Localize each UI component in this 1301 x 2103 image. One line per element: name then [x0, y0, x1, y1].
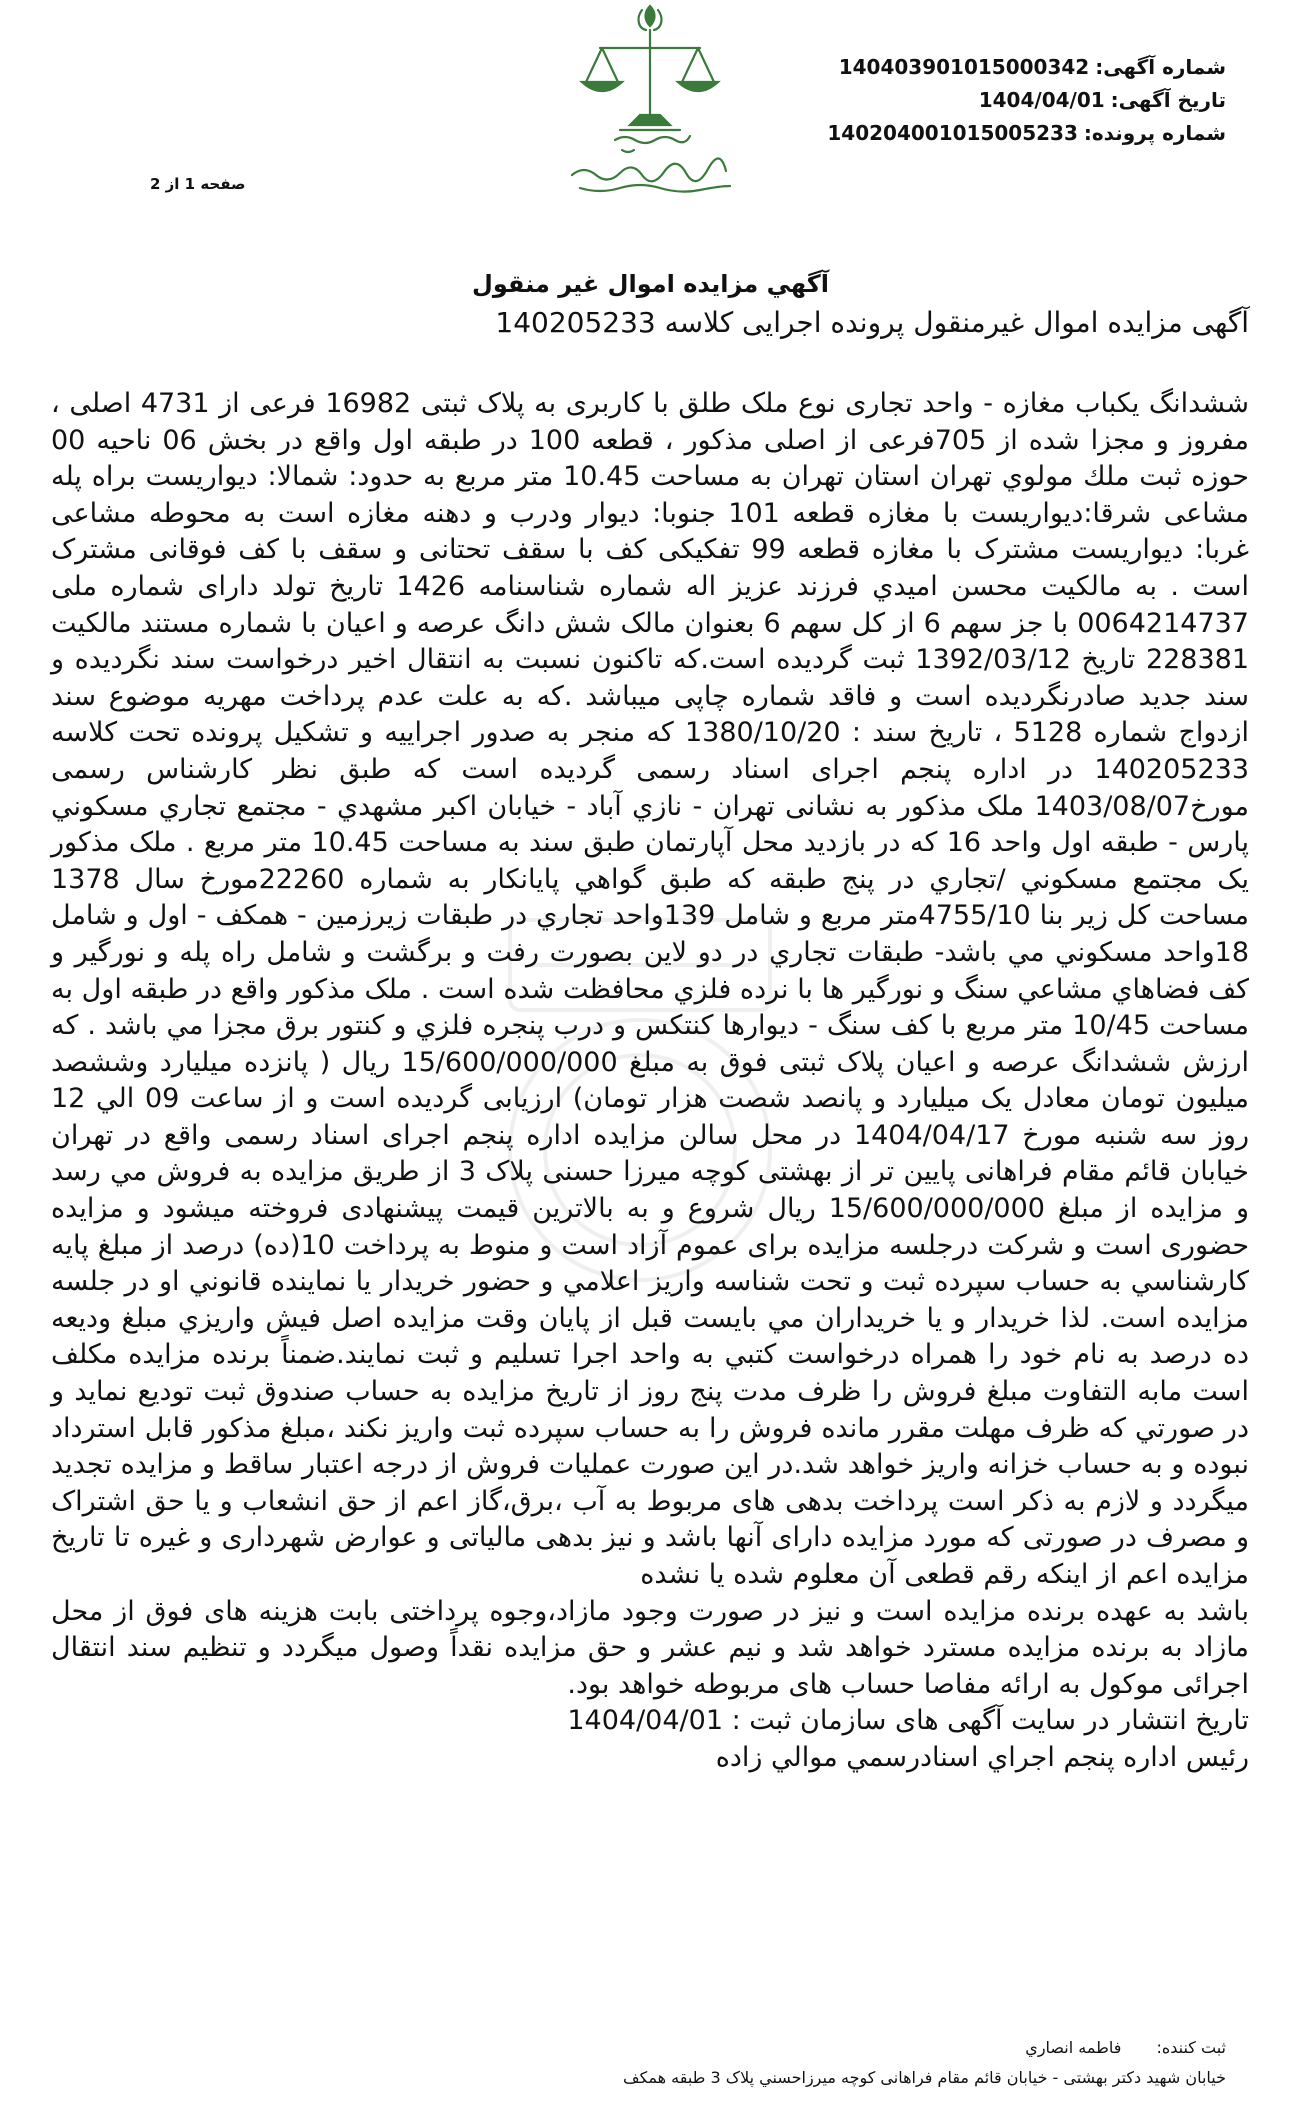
scales-of-justice-icon	[560, 0, 740, 215]
body-paragraph-1: ششدانگ یکباب مغازه - واحد تجاری نوع ملک طلق با کاربری به پلاک ثبتی 16982 فرعی از 4731 اصلی ، مفروز و مجزا شده از 705فرعی از اصلی مذکور ، قطعه 100 در طبقه اول واقع در بخش 06 ناحیه 00 حوزه ثبت ملك مولوي تهران استان تهران به مساحت 10.45 متر مربع به حدود: شمالا: دیواریست براه پله مشاعی شرقا:دیواریست با مغازه قطعه 101 جنوبا: دیوار ودرب و دهنه مغازه است به محوطه مشاعی غربا: دیواریست مشترک با مغازه قطعه 99 تفکیکی کف با سقف تحتانی و سقف با کف فوقانی مشترک است . به مالکیت محسن امیدي فرزند عزیز اله شماره شناسنامه 1426 تاریخ تولد دارای شماره ملی 0064214737 با جز سهم 6 از کل سهم 6 بعنوان مالک شش دانگ عرصه و اعیان با شماره مستند مالکیت 228381 تاریخ 1392/03/12 ثبت گردیده است.كه تاكنون نسبت به انتقال اخیر درخواست سند نگرديده و سند جدید صادرنگرديده است و فاقد شماره چاپی میباشد .كه به علت عدم پرداخت مهريه موضوع سند ازدواج شماره 5128 ، تاریخ سند : 1380/10/20 كه منجر به صدور اجراييه و تشكيل پرونده تحت كلاسه 140205233 در اداره پنجم اجرای اسناد رسمی گرديده است كه طبق نظر كارشناس رسمی مورخ1403/08/07 ملک مذكور به نشانی تهران - نازي آباد - خیابان اكبر مشهدي - مجتمع تجاري مسكوني پارس - طبقه اول واحد 16 كه در بازديد محل آپارتمان طبق سند به مساحت 10.45 متر مربع . ملک مذكور يک مجتمع مسكوني /تجاري در پنج طبقه كه طبق گواهي پايانكار به شماره 22260مورخ سال 1378 مساحت كل زير بنا 4755/10متر مربع و شامل 139واحد تجاري در طبقات زيرزمين - همكف - اول و شامل 18واحد مسكوني مي باشد- طبقات تجاري در دو لاين بصورت رفت و برگشت و شامل راه پله و نورگير و كف فضاهاي مشاعي سنگ و نورگير ها با نرده فلزي محافظت شده است . ملک مذكور واقع در طبقه اول به مساحت 10/45 متر مربع با كف سنگ - ديوارها كنتكس و درب پنجره فلزي و كنتور برق مجزا مي باشد . كه ارزش ششدانگ عرصه و اعیان پلاک ثبتی فوق به مبلغ 15/600/000/000 ريال ( پانزده میلیارد وششصد میلیون تومان معادل یک میلیارد و پانصد شصت هزار تومان) ارزيابی گرديده است و از ساعت 09 الي 12 روز سه شنبه مورخ 1404/04/17 در محل سالن مزايده اداره پنجم اجرای اسناد رسمی واقع در تهران خيابان قائم مقام فراهانی پايين تر از بهشتی كوچه ميرزا حسنی پلاک 3 از طريق مزايده به فروش مي رسد و مزايده از مبلغ 15/600/000/000 ريال شروع و به بالاترين قيمت پيشنهادی فروخته ميشود و مزايده حضوری است و شركت درجلسه مزايده برای عموم آزاد است و منوط به پرداخت 10(ده) درصد از مبلغ پايه كارشناسي به حساب سپرده ثبت و تحت شناسه واريز اعلامي و حضور خريدار يا نماينده قانوني او در جلسه مزايده است. لذا خريدار و يا خريداران مي بايست قبل از پايان وقت مزايده اصل فيش واريزي مبلغ وديعه ده درصد به نام خود را همراه درخواست كتبي به واحد اجرا تسليم و ثبت نمايند.ضمناً برنده مزايده مكلف است مابه التفاوت مبلغ فروش را ظرف مدت پنج روز از تاريخ مزايده به حساب صندوق ثبت توديع نمايد و در صورتي كه ظرف مهلت مقرر مانده فروش را به حساب سپرده ثبت واريز نكند ،مبلغ مذكور قابل استرداد نبوده و به حساب خزانه واريز خواهد شد.در اين صورت عمليات فروش از درجه اعتبار ساقط و مزايده تجديد ميگردد و لازم به ذكر است پرداخت بدهی های مربوط به آب ،برق،گاز اعم از حق انشعاب و يا حق اشتراک و مصرف در صورتی كه مورد مزايده دارای آنها باشد و نيز بدهی مالياتی و عوارض شهرداری و غيره تا تاريخ مزايده اعم از اينكه رقم قطعی آن معلوم شده يا نشده	[51, 388, 1250, 1590]
notice-date-label: تاریخ آگهی:	[1110, 88, 1226, 112]
notice-subtitle: آگهی مزایده اموال غیرمنقول پرونده اجرایی کلاسه 140205233	[495, 306, 1249, 339]
notice-number: 140403901015000342	[838, 55, 1090, 79]
notice-body	[51, 386, 1249, 1777]
publish-date-line: تاریخ انتشار در سایت آگهی های سازمان ثبت : 1404/04/01	[567, 1705, 1249, 1737]
footer-registrar	[1025, 2038, 1226, 2057]
judiciary-logo	[560, 0, 740, 215]
notice-number-row	[756, 55, 1226, 88]
case-number: 140204001015005233	[827, 121, 1078, 145]
registrar-name: فاطمه انصاري	[1025, 2038, 1122, 2057]
body-paragraph-2: باشد به عهده برنده مزايده است و نيز در صورت وجود مازاد،وجوه پرداختی بابت هزينه های فوق از محل مازاد به برنده مزايده مسترد خواهد شد و نيم عشر و حق مزايده نقداً وصول ميگردد و تنظيم سند انتقال اجرائی موكول به ارائه مفاصا حساب های مربوطه خواهد بود.	[51, 1595, 1249, 1700]
signature-line: رئيس اداره پنجم اجراي اسنادرسمي موالي زاده	[715, 1741, 1249, 1773]
notice-title: آگهي مزايده اموال غير منقول	[472, 270, 829, 298]
notice-number-label: شماره آگهی:	[1095, 55, 1226, 79]
case-number-row	[756, 121, 1226, 154]
case-number-label: شماره پرونده:	[1083, 121, 1226, 145]
header-meta	[756, 55, 1226, 154]
registrar-label: ثبت کننده:	[1156, 2038, 1226, 2057]
notice-date-row	[756, 88, 1226, 121]
notice-date: 1404/04/01	[978, 88, 1105, 112]
page-indicator: صفحه 1 از 2	[150, 175, 246, 193]
footer-address: خیابان شهید دکتر بهشتی - خیابان قائم مقام فراهانی کوچه میرزاحسني پلاک 3 طبقه همکف	[623, 2068, 1226, 2087]
